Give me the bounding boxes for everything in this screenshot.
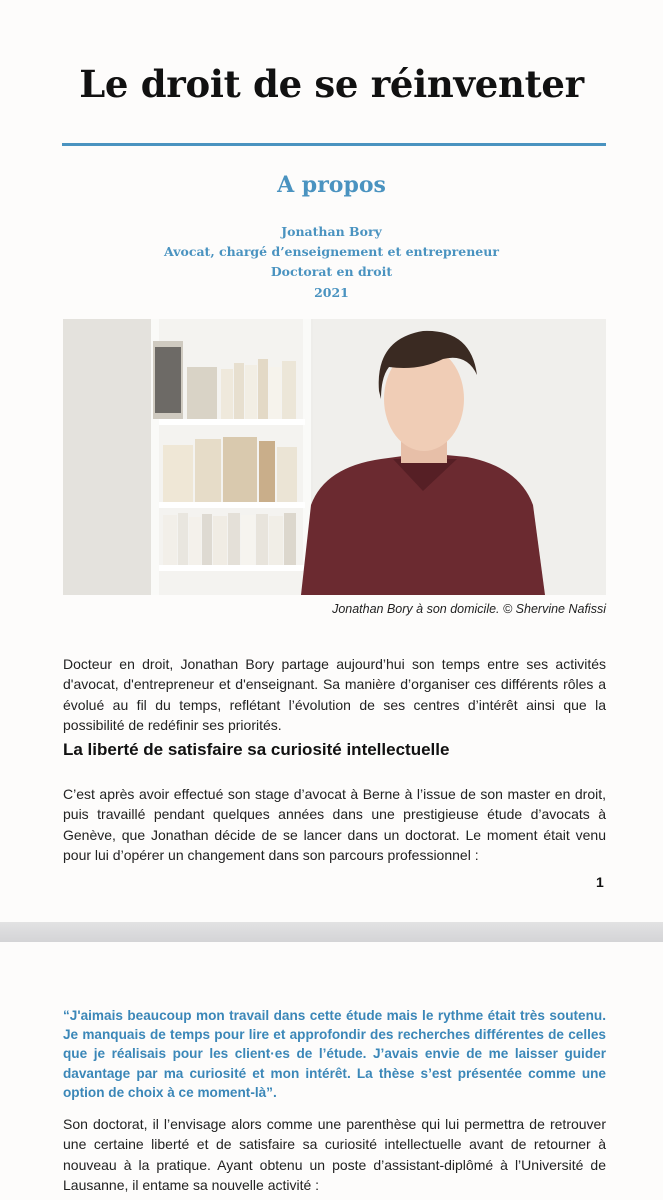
author-name: Jonathan Bory: [281, 224, 382, 239]
section-heading: La liberté de satisfaire sa curiosité intellectuelle: [63, 740, 450, 759]
page2-paragraph: Son doctorat, il l’envisage alors comme une parenthèse qui lui permettra de retrouver une certaine liberté et de satisfaire sa curiosité intellectuelle avant de retourner à nouveau à la pratique. Ayant obtenu un poste d’assistant-diplômé à l’Université de Lausanne, il entame sa nouvelle activité :: [63, 1116, 606, 1194]
page-separator: [0, 922, 663, 942]
intro-paragraph: Docteur en droit, Jonathan Bory partage aujourd’hui son temps entre ses activités d'avocat, d'entrepreneur et d'enseignant. Sa manière d’organiser ces différents rôles a évolué au fil du temps, reflétant l’évolution de ses centres d’intérêt ainsi que la possibilité de redéfinir ses priorités.: [63, 656, 606, 734]
title-divider: [62, 143, 606, 146]
author-degree: Doctorat en droit: [270, 264, 393, 279]
portrait-photo: [63, 319, 606, 595]
quote-block: “J'aimais beaucoup mon travail dans cette étude mais le rythme était très soutenu. Je manquais de temps pour lire et approfondir des recherches différentes de celles que je réalisais pour les client·es de l’étude. J’avais envie de me laisser guider davantage par ma curiosité et mon intérêt. La thèse s’est présentée comme une option de choix à ce moment-là”.: [63, 1008, 606, 1100]
page-number: 1: [596, 874, 604, 890]
photo-caption: Jonathan Bory à son domicile. © Shervine Nafissi: [332, 602, 606, 616]
author-role: Avocat, chargé d’enseignement et entrepreneur: [164, 244, 499, 259]
about-heading: A propos: [277, 172, 386, 198]
page-2: [0, 942, 663, 1200]
document-title: Le droit de se réinventer: [79, 62, 584, 106]
section-paragraph: C’est après avoir effectué son stage d’avocat à Berne à l’issue de son master en droit, puis travaillé pendant quelques années dans une prestigieuse étude d’avocats à Genève, que Jonathan décide de se lancer dans un doctorat. Le moment était venu pour lui d’opérer un changement dans son parcours professionnel :: [63, 786, 606, 864]
author-year: 2021: [314, 285, 349, 300]
